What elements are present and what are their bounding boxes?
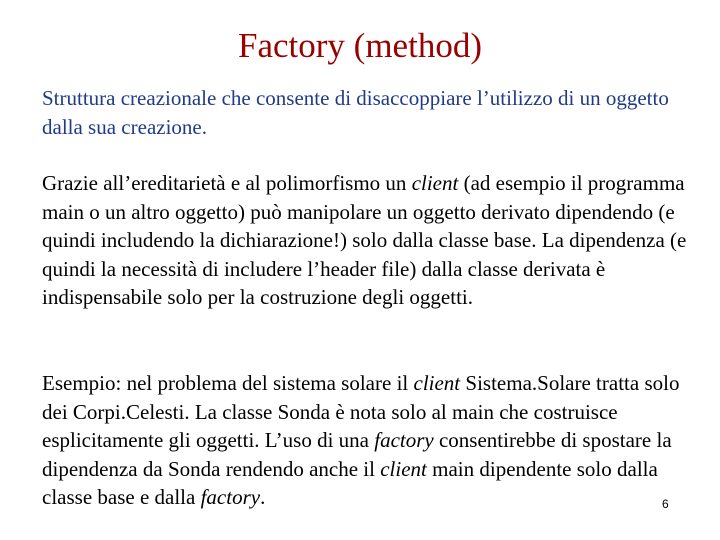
slide-number: 6 (662, 497, 669, 511)
italic-term-client: client (380, 456, 427, 481)
text-segment: Grazie all’ereditarietà e al polimorfismo un (42, 171, 412, 195)
slide-title: Factory (method) (238, 26, 482, 65)
italic-term-client: client (411, 171, 459, 195)
italic-term-client: client (413, 371, 461, 395)
text-segment: consentirebbe di spostare la dipendenza da Sonda rendendo anche il (42, 428, 672, 481)
example-paragraph (42, 369, 707, 512)
text-segment: Sistema.Solare tratta solo dei Corpi.Celesti. La classe Sonda è nota solo al main che costruisce esplicitamente gli oggetti. L’uso di una (42, 371, 680, 452)
italic-term-factory: factory (374, 428, 434, 452)
italic-term-factory: factory (200, 485, 261, 509)
polymorphism-paragraph (42, 169, 707, 312)
intro-paragraph: Struttura creazionale che consente di disaccoppiare l’utilizzo di un oggetto dalla sua creazione. (42, 86, 669, 139)
text-segment: Esempio: nel problema del sistema solare il (42, 371, 414, 395)
text-segment: main dipendente solo dalla classe base e dalla (42, 456, 658, 509)
text-segment: (ad esempio il programma main o un altro oggetto) può manipolare un oggetto derivato dipendendo (e quindi includendo la dichiarazione!) solo dalla classe base. La dipendenza (e quindi la necessità di includere l’header file) dalla classe derivata è indispensabile solo per la costruzione degli oggetti. (42, 171, 687, 309)
text-segment: . (260, 485, 266, 509)
